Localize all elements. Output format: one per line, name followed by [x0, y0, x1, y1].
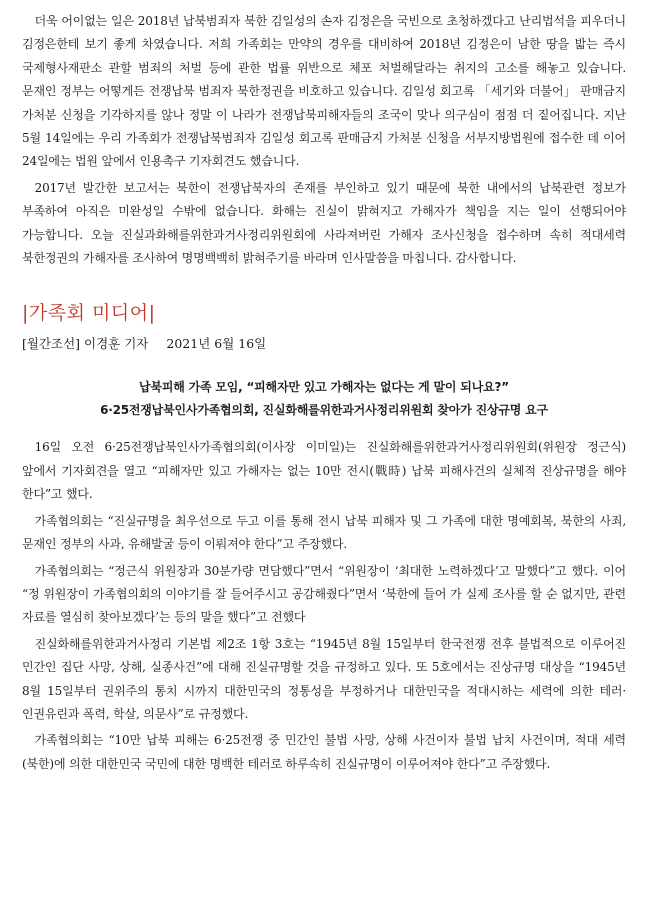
media-section-heading: |가족회 미디어|	[22, 302, 156, 325]
article-headline-title: 납북피해 가족 모임, “피해자만 있고 가해자는 없다는 게 말이 되나요?”	[139, 380, 509, 395]
article-headline	[22, 376, 626, 422]
article-paragraph-1: 16일 오전 6·25전쟁납북인사가족협의회(이사장 이미일)는 진실화해를위한과거사정리위원회(위원장 정근식) 앞에서 기자회견을 열고 “피해자만 있고 가해자는 없는 10만 전시(戰時) 납북 피해사건의 실체적 진상규명을 해야 한다”고 했다.	[22, 440, 626, 502]
article-headline-subtitle: 6·25전쟁납북인사가족협의회, 진실화해를위한과거사정리위원회 찾아가 진상규명 요구	[100, 403, 548, 418]
article-paragraph-5: 가족협의회는 “10만 납북 피해는 6·25전쟁 중 민간인 불법 사망, 상해 사건이자 불법 납치 사건이며, 적대 세력(북한)에 의한 대한민국 국민에 대한 명백한 테러로 하루속히 진실규명이 이루어져야 한다”고 주장했다.	[22, 733, 626, 771]
article-paragraph-2: 가족협의회는 “진실규명을 최우선으로 두고 이를 통해 전시 납북 피해자 및 그 가족에 대한 명예회복, 북한의 사죄, 문재인 정부의 사과, 유해발굴 등이 이뤄져야 한다”고 주장했다.	[22, 513, 626, 552]
article-paragraph-4: 진실화해를위한과거사정리 기본법 제2조 1항 3호는 “1945년 8월 15일부터 한국전쟁 전후 불법적으로 이루어진 민간인 집단 사망, 상해, 실종사건”에 대해 진실규명할 것을 규정하고 있다. 또 5호에서는 진상규명 대상을 “1945년 8월 15일부터 권위주의 통치 시까지 대한민국의 정통성을 부정하거나 대한민국을 적대시하는 세력에 의한 테러·인권유린과 폭력, 학살, 의문사”로 규정했다.	[22, 636, 626, 721]
intro-paragraph-1: 더욱 어이없는 일은 2018년 납북범죄자 북한 김일성의 손자 김정은을 국빈으로 초청하겠다고 난리법석을 피우더니 김정은한테 보기 좋게 차였습니다. 저희 가족회는 만약의 경우를 대비하여 2018년 김정은이 남한 땅을 밟는 즉시 국제형사재판소 관할 범죄의 처벌 등에 관한 법률 위반으로 체포 처벌해달라는 취지의 고소를 해놓고 있습니다. 문재인 정부는 어떻게든 전쟁납북 범죄자 북한정권을 비호하고 있습니다. 김일성 회고록 「세기와 더불어」 판매금지 가처분 신청을 기각하지를 않나 정말 이 나라가 전쟁납북피해자들의 조국이 맞나 의구심이 점점 더 짙어집니다. 지난 5월 14일에는 우리 가족회가 전쟁납북범죄자 김일성 회고록 판매금지 가처분 신청을 서부지방법원에 접수한 데 이어 24일에는 법원 앞에서 인용촉구 기자회견도 했습니다.	[22, 14, 626, 169]
article-source-line	[22, 334, 626, 354]
article-source: [월간조선] 이경훈 기자	[22, 336, 149, 352]
article-paragraph-3: 가족협의회는 “정근식 위원장과 30분가량 면담했다”면서 “위원장이 ‘최대한 노력하겠다’고 말했다”고 했다. 이어 “정 위원장이 가족협의회의 이야기를 잘 들어주시고 공감해줬다”면서 ‘북한에 들어 가 실제 조사를 할 순 없지만, 관련 자료를 열심히 찾아보겠다’는 등의 말을 했다”고 전했다	[22, 563, 626, 625]
intro-paragraph-2: 2017년 발간한 보고서는 북한이 전쟁납북자의 존재를 부인하고 있기 때문에 북한 내에서의 납북관련 정보가 부족하여 아직은 미완성일 수밖에 없습니다. 화해는 진실이 밝혀지고 가해자가 책임을 지는 일이 선행되어야 가능합니다. 오늘 진실과화해를위한과거사정리위원회에 사라져버린 가해자 조사신청을 접수하며 속히 적대세력 북한정권의 가해자를 조사하여 명명백백히 밝혀주기를 바라며 인사말씀을 마칩니다. 감사합니다.	[22, 180, 626, 266]
article-date: 2021년 6월 16일	[166, 336, 267, 352]
